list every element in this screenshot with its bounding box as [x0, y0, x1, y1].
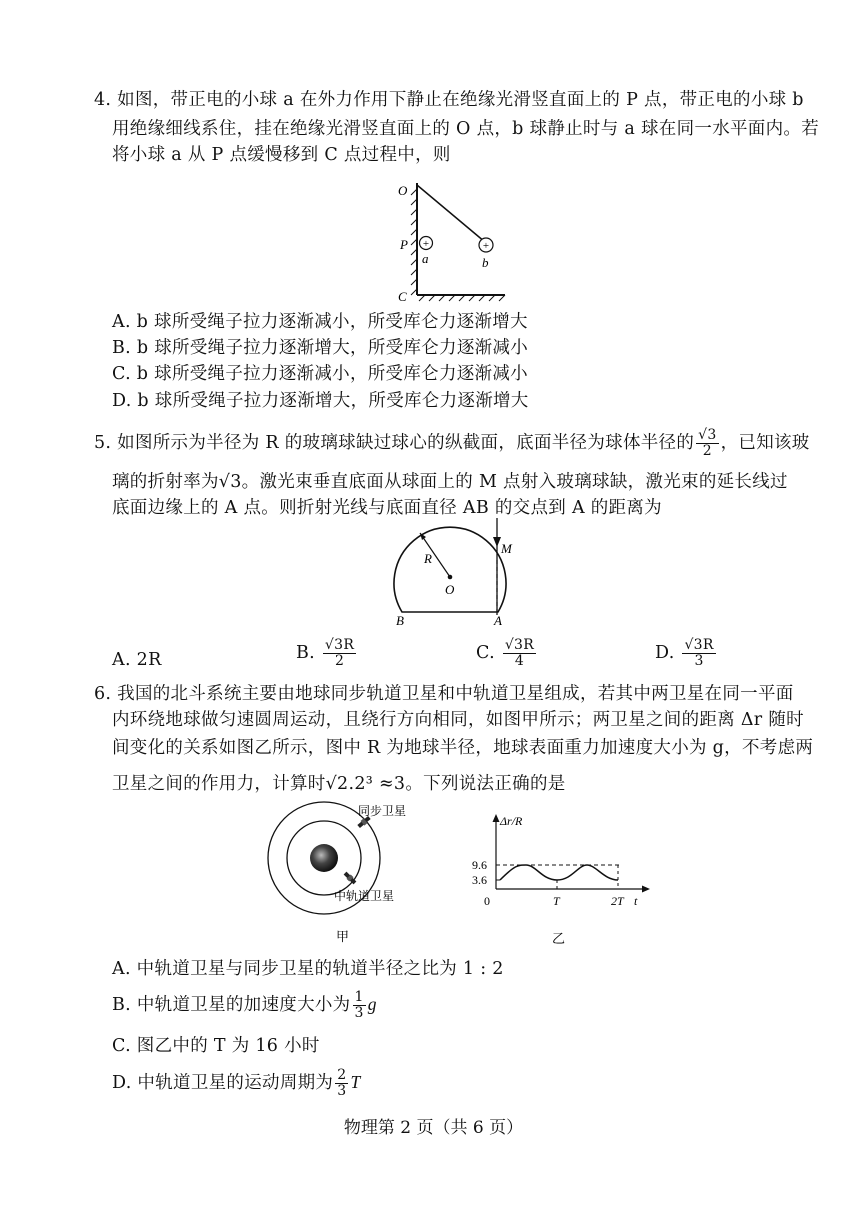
- q5-option-d: D. $\frac{√3R}{3}$: [655, 637, 714, 669]
- q6-option-a: A. 中轨道卫星与同步卫星的轨道半径之比为 1 : 2: [112, 959, 504, 979]
- q6-stem-line-1: 6. 我国的北斗系统主要由地球同步轨道卫星和中轨道卫星组成，若其中两卫星在同一平面: [94, 684, 794, 704]
- q6-stem-line-3: 间变化的关系如图乙所示，图中 R 为地球半径，地球表面重力加速度大小为 g，不考虑两: [112, 738, 814, 758]
- q4-option-c: C. b 球所受绳子拉力逐渐减小，所受库仑力逐渐减小: [112, 364, 528, 384]
- q5-label-O: O: [445, 582, 455, 597]
- q6-yi-tick-2T: 2T: [611, 894, 624, 908]
- q6-figure-jia: [260, 795, 420, 945]
- q5-option-c-frac: $\frac{√3R}{4}$: [504, 637, 535, 669]
- q5-stem-frac-num: √3: [698, 427, 717, 443]
- q6-stem-line-2: 内环绕地球做匀速圆周运动，且绕行方向相同，如图甲所示；两卫星之间的距离 Δr 随时: [112, 710, 804, 730]
- q6-yi-origin: 0: [484, 894, 490, 908]
- q5-stem-frac-den: 2: [702, 443, 712, 459]
- q5-stem-line-1-post: ，已知该玻: [720, 433, 810, 453]
- q6-option-b-frac: $\frac{1}{3}$: [354, 989, 364, 1021]
- q6-yi-ylabel: Δr/R: [500, 814, 523, 828]
- q6-option-c: C. 图乙中的 T 为 16 小时: [112, 1036, 320, 1056]
- q5-option-b: B. $\frac{√3R}{2}$: [296, 637, 355, 669]
- q5-stem-line-2: 璃的折射率为√3。激光束垂直底面从球面上的 M 点射入玻璃球缺，激光束的延长线过: [112, 472, 788, 492]
- q4-label-a: a: [422, 251, 429, 266]
- q6-label-sync: 同步卫星: [358, 804, 407, 818]
- q5-option-d-frac: $\frac{√3R}{3}$: [684, 637, 714, 669]
- q4-option-b: B. b 球所受绳子拉力逐渐增大，所受库仑力逐渐减小: [112, 338, 529, 358]
- svg-text:+: +: [482, 240, 490, 252]
- q4-option-d: D. b 球所受绳子拉力逐渐增大，所受库仑力逐渐增大: [112, 391, 529, 411]
- q6-yi-tick-96: 9.6: [472, 858, 487, 872]
- svg-text:+: +: [422, 238, 430, 250]
- q5-cap-outline: [394, 527, 506, 612]
- q6-option-d-frac: $\frac{2}{3}$: [337, 1067, 347, 1099]
- q4-label-P: P: [400, 237, 408, 252]
- q6-yi-tick-36: 3.6: [472, 873, 487, 887]
- q5-option-a: A. 2R: [112, 650, 162, 670]
- q4-stem-line-3: 将小球 a 从 P 点缓慢移到 C 点过程中，则: [112, 145, 451, 165]
- q6-option-d: D. 中轨道卫星的运动周期为 $\frac{2}{3}$ T: [112, 1067, 361, 1099]
- q4-stem-line-2: 用绝缘细线系住，挂在绝缘光滑竖直面上的 O 点，b 球静止时与 a 球在同一水平面内。若: [112, 119, 819, 139]
- q5-stem-line-1-pre: 5. 如图所示为半径为 R 的玻璃球缺过球心的纵截面，底面半径为球体半径的: [94, 433, 695, 453]
- q6-yi-xlabel: t: [634, 894, 638, 908]
- q4-label-b: b: [482, 255, 489, 270]
- q6-label-mid: 中轨道卫星: [334, 889, 395, 903]
- q4-label-C: C: [398, 289, 407, 304]
- q5-option-b-frac: $\frac{√3R}{2}$: [324, 637, 355, 669]
- q5-label-A: A: [494, 613, 502, 628]
- q4-string: [417, 185, 485, 242]
- q6-yi-curve: [500, 865, 618, 880]
- q5-label-B: B: [396, 613, 404, 628]
- q4-figure: [390, 175, 520, 305]
- q6-caption-jia: 甲: [336, 929, 350, 944]
- q5-stem-line-3: 底面边缘上的 A 点。则折射光线与底面直径 AB 的交点到 A 的距离为: [112, 498, 662, 518]
- q5-stem-line-1: [94, 428, 810, 459]
- q4-stem-line-1: 4. 如图，带正电的小球 a 在外力作用下静止在绝缘光滑竖直面上的 P 点，带正电的小球 b: [94, 90, 804, 110]
- q6-option-b: B. 中轨道卫星的加速度大小为 $\frac{1}{3}$ g: [112, 989, 377, 1021]
- q4-option-a: A. b 球所受绳子拉力逐渐减小，所受库仑力逐渐增大: [112, 312, 528, 332]
- q6-earth: [310, 844, 338, 872]
- q5-label-M: M: [501, 541, 512, 556]
- q6-yi-tick-T: T: [553, 894, 560, 908]
- q5-center-dot: [448, 575, 453, 580]
- q6-caption-yi: 乙: [552, 931, 566, 946]
- q6-figure-yi: [470, 810, 655, 950]
- q5-option-c: C. $\frac{√3R}{4}$: [476, 637, 535, 669]
- q5-laser-arrow: [493, 537, 501, 547]
- page-footer: 物理第 2 页（共 6 页）: [343, 1118, 524, 1138]
- q5-stem-fraction: [696, 428, 718, 459]
- q5-label-R: R: [424, 551, 432, 566]
- q4-label-O: O: [398, 183, 408, 198]
- q6-stem-line-4: 卫星之间的作用力，计算时√2.2³ ≈3。下列说法正确的是: [112, 774, 566, 794]
- q5-figure: [380, 515, 530, 630]
